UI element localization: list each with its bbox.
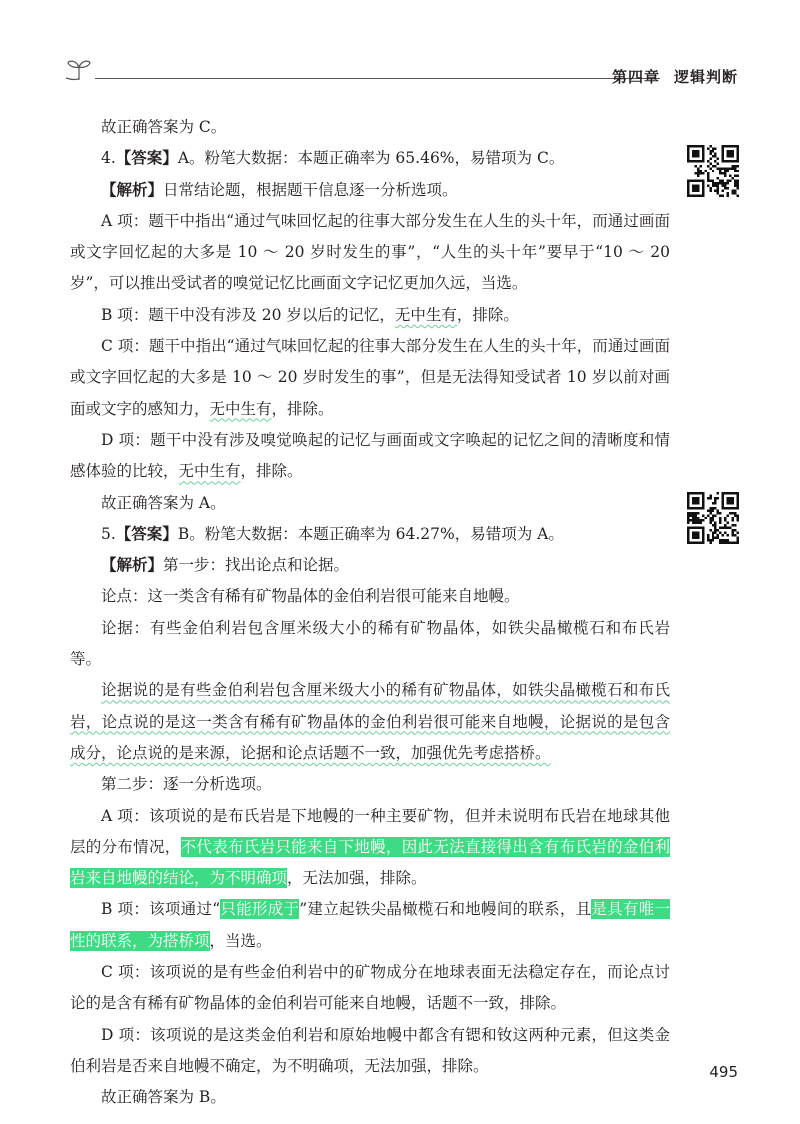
text-run: 论据：有些金伯利岩包含厘米级大小的稀有矿物晶体，如铁尖晶橄榄石和布氏岩等。 [70, 618, 670, 669]
text-run: ，排除。 [456, 305, 519, 324]
text-run: 故正确答案为 C。 [101, 118, 227, 136]
text-run: A 项：题干中指出“通过气味回忆起的往事大部分发生在人生的头十年，而通过画面或文字回忆起的大多是 10 ～ 20 岁时发生的事”，“人生的头十年”要早于“10 ～ 20 岁”，可以推出受试者的嗅觉记忆比画面文字记忆更加久远，当选。 [70, 211, 670, 293]
text-run: ，排除。 [240, 462, 303, 481]
paragraph [70, 1020, 670, 1083]
wavy-underline-text: 无中生有 [178, 462, 241, 481]
text-run: ，当选。 [209, 931, 272, 950]
highlighted-text: 是具有唯一性的联系，为搭桥项 [70, 900, 670, 950]
text-run: 5. [101, 524, 116, 543]
text-run: ，排除。 [271, 399, 334, 418]
paragraph [70, 112, 670, 143]
paragraph [70, 175, 670, 206]
highlighted-text: 只能形成于 [220, 900, 300, 919]
paragraph [70, 519, 670, 550]
paragraph [70, 143, 670, 174]
text-run: ”建立起铁尖晶橄榄石和地幔间的联系，且 [299, 900, 592, 919]
text-run: A 项：该项说的是布氏岩是下地幔的一种主要矿物，但并未说明布氏岩在地球其他层的分布情况， [70, 806, 670, 856]
wavy-underline-text: 无中生有 [394, 305, 457, 324]
wavy-underline-text: 论据说的是有些金伯利岩包含厘米级大小的稀有矿物晶体，如铁尖晶橄榄石和布氏岩，论点说的是这一类含有稀有矿物晶体的金伯利岩很可能来自地幔，论据说的是包含成分，论点说的是来源，论据和论点话题不一致，加强优先考虑搭桥。 [70, 681, 670, 762]
header-rule [95, 78, 660, 79]
text-run: 4. [101, 149, 116, 168]
paragraph [70, 894, 670, 957]
paragraph [70, 425, 670, 488]
page-header [0, 0, 800, 100]
text-run: B 项：题干中没有涉及 20 岁以后的记忆， [101, 305, 395, 324]
paragraph [70, 613, 670, 676]
paragraph [70, 1082, 670, 1113]
text-run: B 项：该项通过“ [101, 900, 221, 919]
text-run: 第一步：找出论点和论据。 [163, 556, 350, 575]
paragraph [70, 488, 670, 519]
text-run: 第二步：逐一分析选项。 [101, 775, 272, 794]
chapter-heading [612, 66, 738, 87]
paragraph [70, 331, 670, 425]
highlighted-text: 不代表布氏岩只能来自下地幔，因此无法直接得出含有布氏岩的金伯利岩来自地幔的结论，为不明确项 [70, 837, 670, 888]
text-run: D 项：该项说的是这类金伯利岩和原始地幔中都含有锶和钕这两种元素，但这类金伯利岩是否来自地幔不确定，为不明确项，无法加强，排除。 [70, 1025, 670, 1075]
answer-explanation-body [70, 112, 670, 1114]
paragraph [70, 581, 670, 612]
text-run: C 项：该项说的是有些金伯利岩中的矿物成分在地球表面无法稳定存在，而论点讨论的是含有稀有矿物晶体的金伯利岩可能来自地幔，话题不一致，排除。 [70, 963, 670, 1013]
text-run: 论点：这一类含有稀有矿物晶体的金伯利岩很可能来自地幔。 [101, 587, 520, 606]
paragraph [70, 957, 670, 1020]
qr-code-icon [687, 145, 739, 197]
chapter-title: 逻辑判断 [673, 68, 738, 86]
text-run: B。粉笔大数据：本题正确率为 64.27%，易错项为 A。 [177, 524, 564, 543]
paragraph [70, 675, 670, 769]
text-run: 故正确答案为 A。 [101, 493, 226, 512]
paragraph [70, 300, 670, 331]
label-tag: 【答案】 [115, 524, 178, 543]
qr-code-icon [687, 492, 739, 544]
paragraph [70, 550, 670, 581]
text-run: A。粉笔大数据：本题正确率为 65.46%，易错项为 C。 [177, 149, 565, 168]
text-run: 日常结论题，根据题干信息逐一分析选项。 [163, 180, 458, 199]
paragraph [70, 206, 670, 300]
label-tag: 【解析】 [101, 180, 164, 199]
text-run: ，无法加强，排除。 [287, 869, 427, 888]
leaf-sprout-icon [64, 54, 94, 84]
wavy-underline-text: 无中生有 [209, 399, 272, 418]
text-run: D 项：题干中没有涉及嗅觉唤起的记忆与画面或文字唤起的记忆之间的清晰度和情感体验的比较， [70, 430, 670, 481]
text-run: C 项：题干中指出“通过气味回忆起的往事大部分发生在人生的头十年，而通过画面或文字回忆起的大多是 10 ～ 20 岁时发生的事”，但是无法得知受试者 10 岁以前对画面或文字的感知力， [70, 337, 670, 418]
text-run: 故正确答案为 B。 [101, 1088, 226, 1107]
paragraph [70, 769, 670, 800]
page-number: 495 [709, 1063, 738, 1081]
label-tag: 【答案】 [115, 149, 178, 168]
label-tag: 【解析】 [101, 556, 164, 575]
paragraph [70, 801, 670, 895]
chapter-number: 第四章 [611, 68, 660, 86]
